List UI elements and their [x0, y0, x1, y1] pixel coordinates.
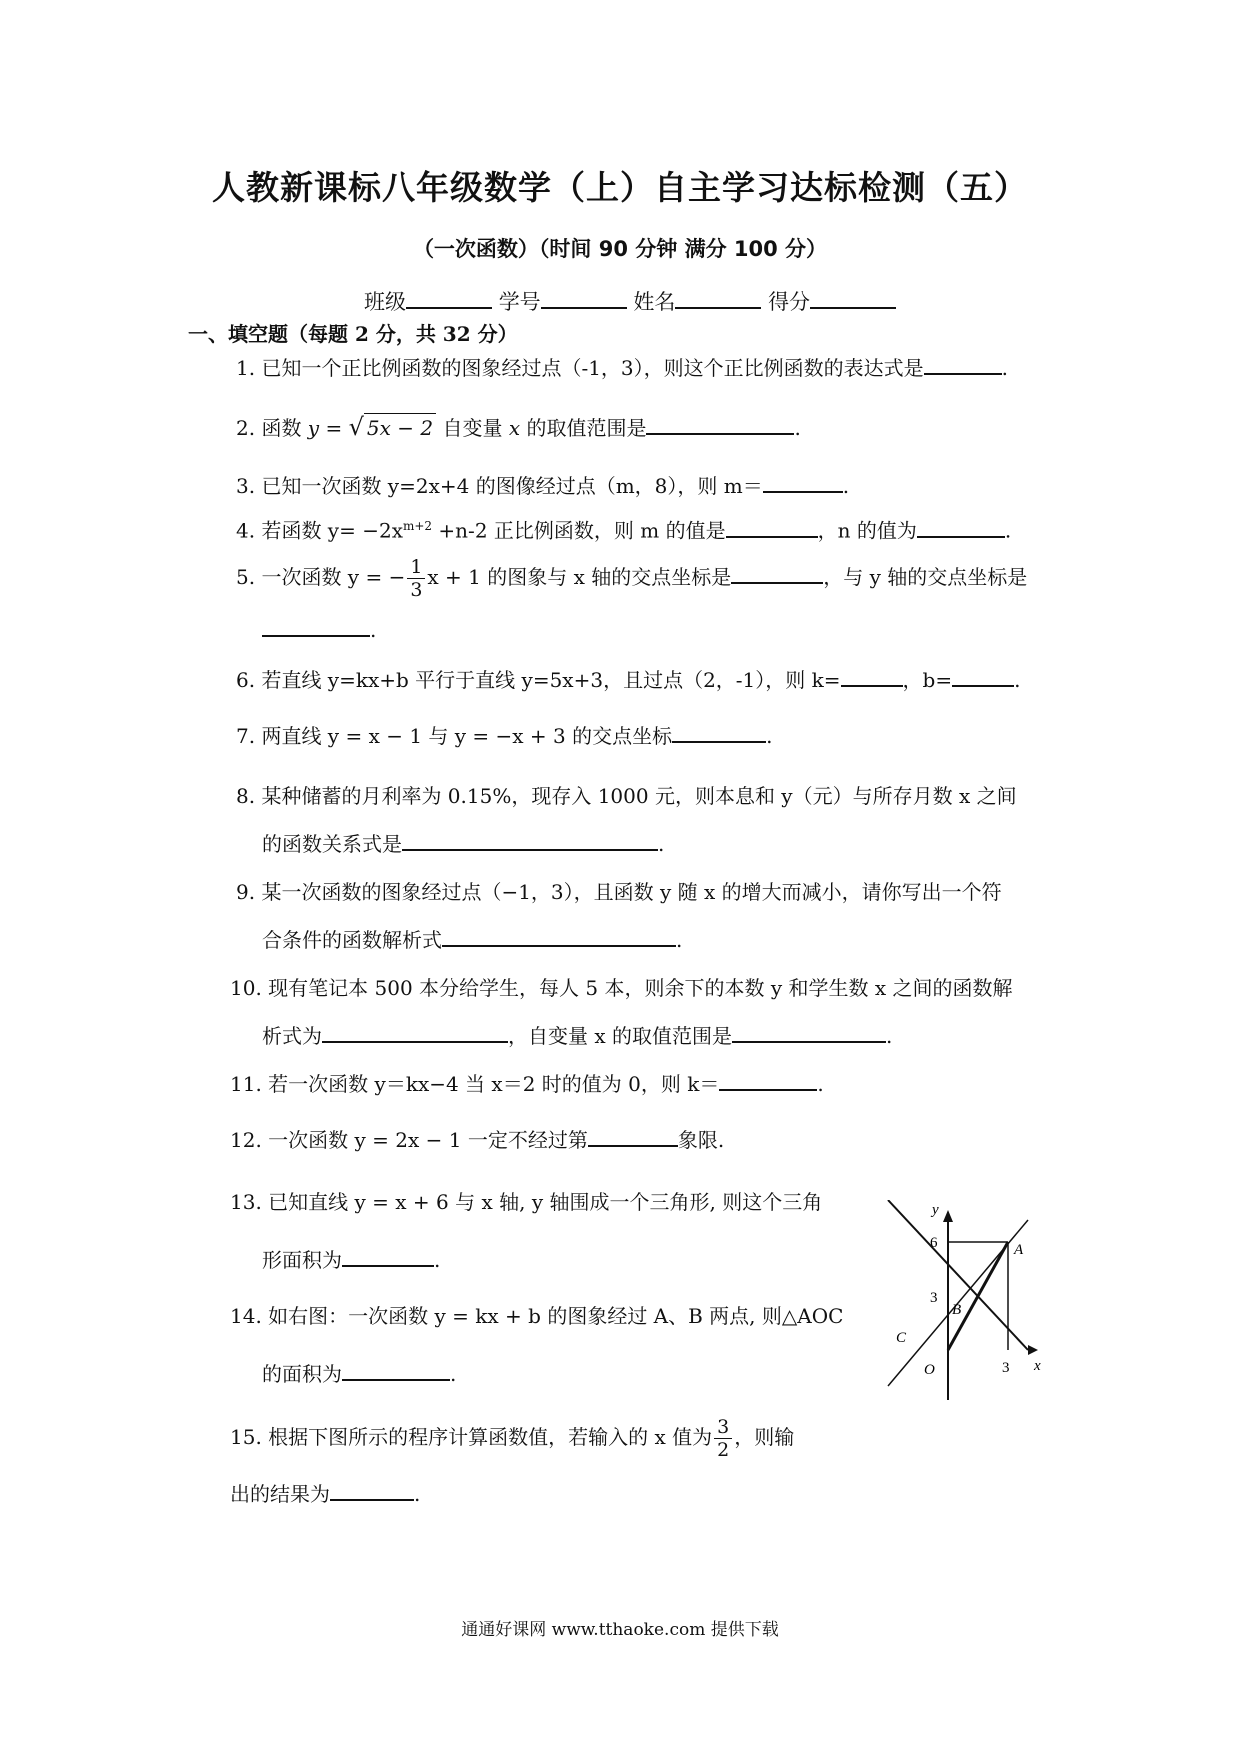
question-4-end: .: [1004, 518, 1012, 543]
answer-blank[interactable]: [719, 1071, 817, 1091]
point-b-label: B: [952, 1302, 962, 1318]
question-12: [230, 1126, 724, 1154]
answer-blank[interactable]: [588, 1127, 678, 1147]
question-4-mid: +n-2 正比例函数，则 m 的值是: [432, 518, 726, 543]
question-10-mid: ，自变量 x 的取值范围是: [508, 1024, 732, 1048]
number-blank[interactable]: [541, 289, 627, 309]
question-5-line-2: [262, 616, 376, 644]
question-5-text: 5. 一次函数 y = −: [236, 565, 406, 589]
answer-blank-m[interactable]: [726, 518, 818, 538]
x-axis: [888, 1200, 1028, 1350]
y-axis-arrow: [943, 1210, 953, 1222]
exponent: m+2: [402, 519, 433, 533]
question-9-end: .: [676, 928, 683, 952]
question-9: [236, 878, 1002, 906]
answer-blank[interactable]: [646, 415, 794, 435]
question-15-text: 15. 根据下图所示的程序计算函数值，若输入的 x 值为: [230, 1425, 713, 1449]
question-8-line-2: [262, 830, 664, 858]
answer-blank[interactable]: [342, 1361, 450, 1381]
question-11: [230, 1070, 824, 1098]
score-label: 得分: [768, 290, 811, 314]
answer-blank-n[interactable]: [917, 518, 1005, 538]
question-1: [236, 354, 1008, 382]
fraction-numerator: 1: [407, 556, 425, 579]
question-10-line-2: [262, 1022, 892, 1050]
segment-oa: [948, 1242, 1008, 1350]
question-7: [236, 722, 772, 750]
answer-blank[interactable]: [342, 1247, 434, 1267]
question-14-text-2: 的面积为: [262, 1362, 342, 1386]
answer-blank-x-intercept[interactable]: [731, 564, 823, 584]
question-6-mid: ，b=: [902, 668, 953, 692]
question-4-text: 4. 若函数 y= −2x: [236, 518, 403, 543]
question-9-text: 9. 某一次函数的图象经过点（−1，3），且函数 y 随 x 的增大而减小，请你写出一个符: [236, 880, 1002, 904]
number-label: 学号: [498, 290, 541, 314]
answer-blank[interactable]: [402, 831, 658, 851]
question-5-end: .: [370, 618, 377, 642]
answer-blank-k[interactable]: [841, 667, 903, 687]
answer-blank[interactable]: [672, 723, 766, 743]
answer-blank-domain[interactable]: [732, 1023, 886, 1043]
question-2: [236, 413, 801, 442]
answer-blank[interactable]: [763, 473, 843, 493]
answer-blank[interactable]: [330, 1481, 414, 1501]
equals: =: [319, 416, 349, 440]
point-a-label: A: [1014, 1242, 1024, 1258]
student-info-line: [364, 286, 896, 316]
question-9-line-2: [262, 926, 682, 954]
var-x: x: [508, 416, 521, 440]
answer-blank-expression[interactable]: [322, 1023, 508, 1043]
question-10-text-2: 析式为: [262, 1024, 322, 1048]
radicand: 5x − 2: [364, 413, 436, 442]
page-subtitle: （一次函数）（时间 90 分钟 满分 100 分）: [412, 237, 828, 261]
question-3-end: .: [842, 474, 850, 498]
question-6: [236, 666, 1020, 694]
question-15-line-2: [230, 1480, 420, 1508]
y-axis-label: y: [932, 1202, 939, 1218]
question-10: [230, 974, 1013, 1002]
question-2-end: .: [794, 416, 801, 440]
question-11-end: .: [817, 1072, 824, 1096]
question-3: [236, 472, 849, 500]
name-label: 姓名: [633, 290, 676, 314]
question-2-tail: 的取值范围是: [520, 416, 647, 440]
fraction-denominator: 3: [410, 579, 423, 601]
answer-blank-y-intercept[interactable]: [262, 617, 370, 637]
question-6-end: .: [1014, 668, 1021, 692]
class-blank[interactable]: [406, 289, 492, 309]
question-15-text-2: 出的结果为: [230, 1482, 330, 1506]
class-label: 班级: [364, 290, 406, 314]
question-8-text: 8. 某种储蓄的月利率为 0.15%，现存入 1000 元，则本息和 y（元）与所存月数 x 之间: [236, 784, 1017, 808]
question-14-line-2: [262, 1360, 456, 1388]
question-6-text: 6. 若直线 y=kx+b 平行于直线 y=5x+3，且过点（2，-1），则 k=: [236, 668, 841, 692]
question-13: [230, 1188, 822, 1216]
answer-blank[interactable]: [442, 927, 676, 947]
question-7-text: 7. 两直线 y = x − 1 与 y = −x + 3 的交点坐标: [236, 724, 673, 748]
question-12-tail: 象限.: [677, 1128, 725, 1152]
question-15: [230, 1416, 794, 1461]
x-axis-label: x: [1034, 1358, 1041, 1374]
question-8-text-2: 的函数关系式是: [262, 832, 402, 856]
fraction: [407, 556, 425, 601]
origin-label: O: [924, 1362, 935, 1378]
answer-blank[interactable]: [924, 355, 1002, 375]
point-c-label: C: [896, 1330, 907, 1346]
fraction-denominator: 2: [717, 1439, 730, 1461]
question-14: [230, 1302, 843, 1330]
footer: 通通好课网 www.tthaoke.com 提供下载: [461, 1620, 779, 1640]
question-7-end: .: [766, 724, 773, 748]
fraction-numerator: 3: [714, 1416, 732, 1439]
page-title: 人教新课标八年级数学（上）自主学习达标检测（五）: [212, 168, 1028, 207]
score-blank[interactable]: [810, 289, 896, 309]
question-15-tail: ，则输: [734, 1425, 795, 1449]
question-13-line-2: [262, 1246, 440, 1274]
question-13-text-2: 形面积为: [262, 1248, 342, 1272]
tick-label-6: 6: [930, 1235, 938, 1251]
name-blank[interactable]: [675, 289, 761, 309]
coordinate-graph: [878, 1200, 1058, 1410]
question-1-end: .: [1001, 356, 1009, 380]
question-11-text: 11. 若一次函数 y＝kx−4 当 x＝2 时的值为 0，则 k＝: [230, 1072, 720, 1096]
sqrt-sign: √: [348, 413, 364, 441]
question-4: [236, 512, 1011, 545]
x-axis-arrow: [1028, 1345, 1038, 1355]
question-2-text: 2. 函数: [236, 416, 308, 440]
question-12-text: 12. 一次函数 y = 2x − 1 一定不经过第: [230, 1128, 588, 1152]
question-4-tail: ，n 的值为: [817, 518, 917, 543]
question-8: [236, 782, 1017, 810]
question-14-end: .: [450, 1362, 457, 1386]
tick-label-3-y: 3: [930, 1290, 938, 1306]
question-5: [236, 556, 1027, 601]
tick-label-3-x: 3: [1002, 1360, 1010, 1376]
question-3-text: 3. 已知一次函数 y=2x+4 的图像经过点（m，8），则 m＝: [236, 474, 763, 498]
question-5-tail: ，与 y 轴的交点坐标是: [823, 565, 1028, 589]
question-5-mid: x + 1 的图象与 x 轴的交点坐标是: [427, 565, 732, 589]
answer-blank-b[interactable]: [952, 667, 1014, 687]
fraction: [714, 1416, 732, 1461]
question-10-text: 10. 现有笔记本 500 本分给学生，每人 5 本，则余下的本数 y 和学生数 x 之间的函数解: [230, 976, 1013, 1000]
question-13-end: .: [434, 1248, 441, 1272]
question-8-end: .: [658, 832, 665, 856]
var-y: y: [307, 416, 320, 440]
question-10-end: .: [886, 1024, 893, 1048]
section-1-title: 一、填空题（每题 2 分，共 32 分）: [188, 322, 518, 346]
question-13-text: 13. 已知直线 y = x + 6 与 x 轴, y 轴围成一个三角形, 则这个三角: [230, 1190, 823, 1214]
question-9-text-2: 合条件的函数解析式: [262, 928, 442, 952]
question-2-mid: 自变量: [436, 416, 509, 440]
question-14-text: 14. 如右图：一次函数 y = kx + b 的图象经过 A、B 两点, 则△AOC: [230, 1304, 844, 1328]
question-1-text: 1. 已知一个正比例函数的图象经过点（-1，3），则这个正比例函数的表达式是: [236, 356, 924, 380]
question-15-end: .: [414, 1482, 421, 1506]
